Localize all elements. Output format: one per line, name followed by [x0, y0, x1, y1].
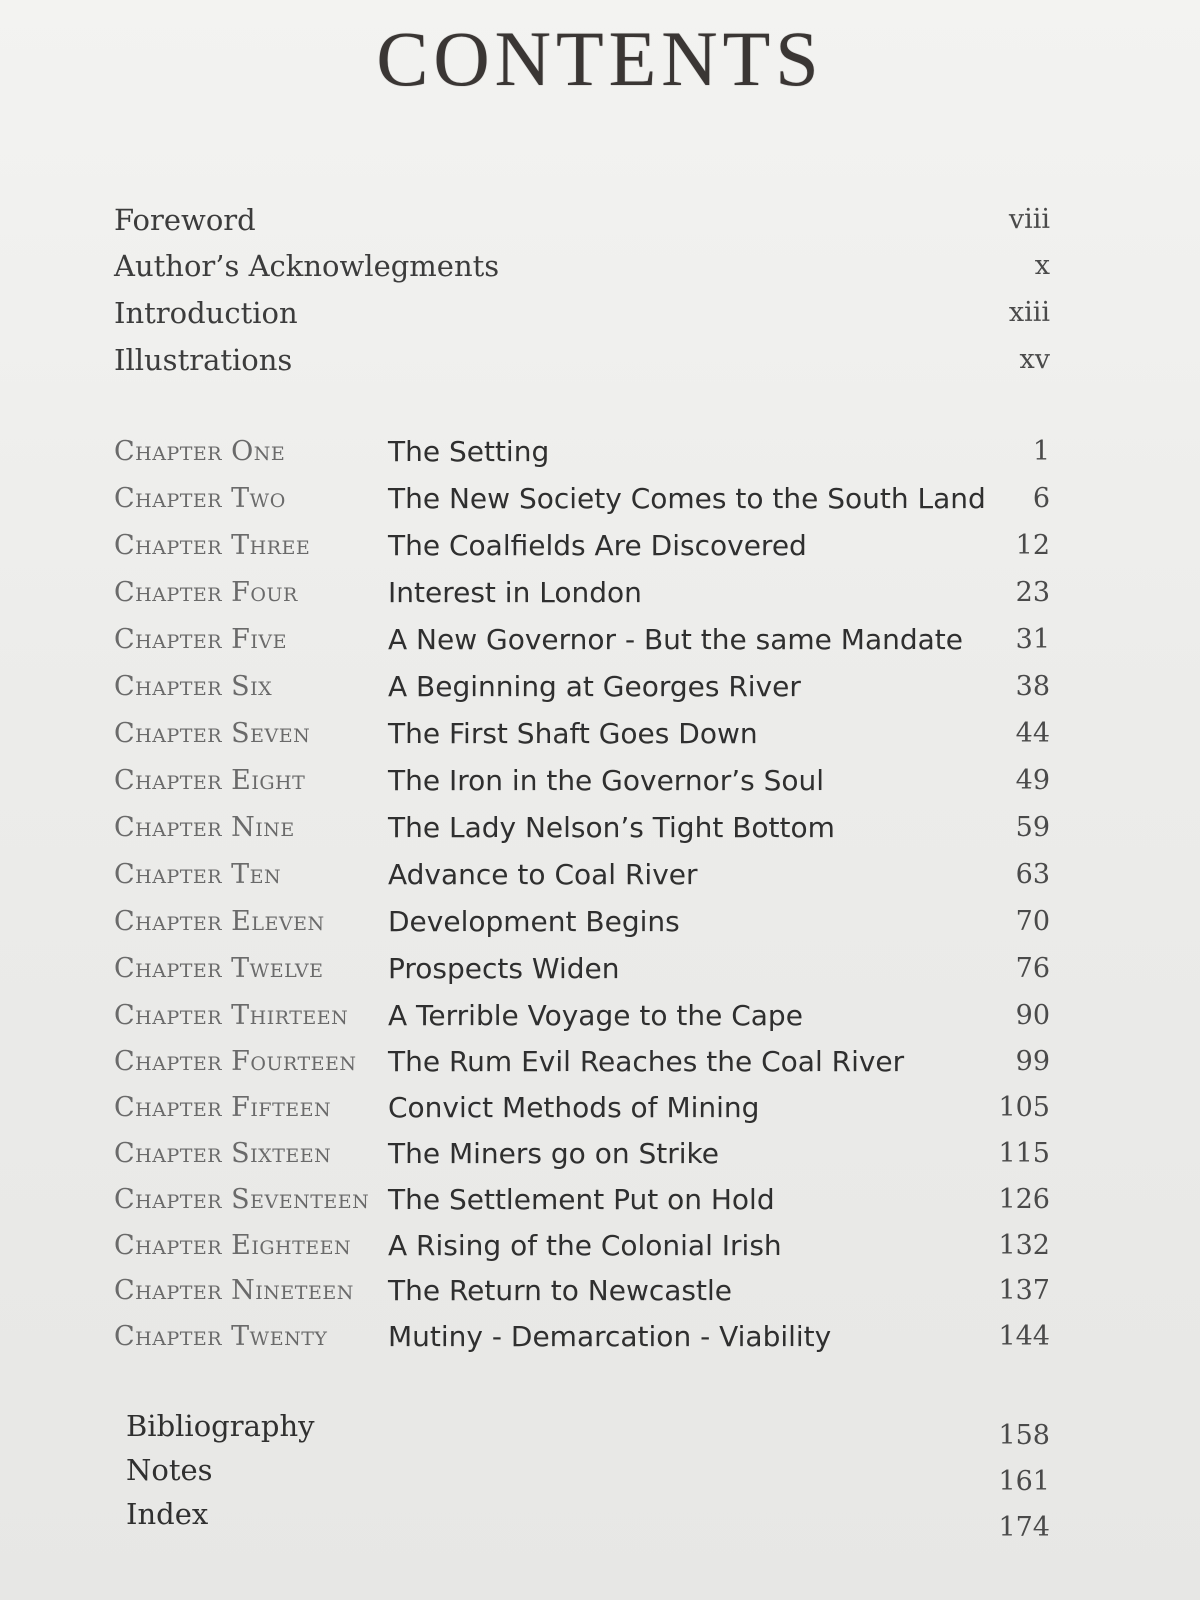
chapter-number: Chapter Seven [114, 718, 311, 749]
chapter-number: Chapter Twenty [114, 1321, 328, 1352]
chapter-page: 12 [1015, 530, 1050, 561]
toc-chapter-entry [0, 1317, 1200, 1357]
chapter-title: A Terrible Voyage to the Cape [388, 999, 803, 1032]
chapter-page: 70 [1015, 906, 1050, 937]
chapter-number: Chapter Thirteen [114, 1000, 349, 1031]
chapter-number: Chapter One [114, 436, 286, 467]
chapter-page: 31 [1015, 624, 1050, 655]
entry-label: Introduction [114, 296, 298, 330]
toc-chapter-entry [0, 1271, 1200, 1311]
chapter-title: Advance to Coal River [388, 858, 698, 891]
toc-chapter-entry [0, 573, 1200, 613]
chapter-page: 23 [1015, 577, 1050, 608]
chapter-number: Chapter Ten [114, 859, 282, 890]
chapter-title: Convict Methods of Mining [388, 1091, 760, 1124]
chapter-number: Chapter Eighteen [114, 1230, 352, 1261]
toc-chapter-entry [0, 1088, 1200, 1128]
toc-back-entry [0, 1450, 1200, 1497]
toc-chapter-entry [0, 1226, 1200, 1266]
chapter-title: The Lady Nelson’s Tight Bottom [388, 811, 835, 844]
toc-back-entry [0, 1494, 1200, 1543]
toc-chapter-entry [0, 714, 1200, 754]
toc-chapter-entry [0, 808, 1200, 848]
entry-page: x [1034, 250, 1050, 281]
chapter-number: Chapter Seventeen [114, 1184, 370, 1215]
entry-label: Notes [126, 1453, 213, 1487]
entry-page: 174 [998, 1512, 1050, 1543]
chapter-number: Chapter Five [114, 624, 287, 655]
toc-chapter-entry [0, 949, 1200, 989]
toc-front-entry [0, 246, 1200, 286]
chapter-page: 44 [1015, 718, 1050, 749]
toc-chapter-entry [0, 432, 1200, 472]
chapter-number: Chapter Three [114, 530, 311, 561]
chapter-page: 137 [998, 1275, 1050, 1306]
chapter-number: Chapter Two [114, 483, 286, 514]
chapter-title: The Return to Newcastle [388, 1274, 732, 1307]
chapter-title: A New Governor - But the same Mandate [388, 623, 963, 656]
chapter-title: Mutiny - Demarcation - Viability [388, 1320, 832, 1353]
chapter-page: 105 [998, 1092, 1050, 1123]
toc-chapter-entry [0, 996, 1200, 1036]
entry-page: 161 [998, 1466, 1050, 1497]
toc-chapter-entry [0, 667, 1200, 707]
chapter-title: A Rising of the Colonial Irish [388, 1229, 782, 1262]
page-title: CONTENTS [376, 15, 824, 102]
entry-label: Index [126, 1497, 209, 1531]
chapter-number: Chapter Nineteen [114, 1275, 354, 1306]
toc-back-entry [0, 1406, 1200, 1451]
chapter-page: 132 [998, 1230, 1050, 1261]
chapter-title: The Coalfields Are Discovered [388, 529, 807, 562]
toc-chapter-entry [0, 1134, 1200, 1174]
entry-page: xv [1019, 344, 1050, 375]
entry-label: Foreword [114, 203, 256, 237]
chapter-page: 90 [1015, 1000, 1050, 1031]
toc-chapter-entry [0, 620, 1200, 660]
chapter-page: 59 [1015, 812, 1050, 843]
chapter-page: 115 [998, 1138, 1050, 1169]
chapter-title: The Iron in the Governor’s Soul [388, 764, 825, 797]
chapter-page: 126 [998, 1184, 1050, 1215]
chapter-page: 99 [1015, 1046, 1050, 1077]
chapter-number: Chapter Twelve [114, 953, 324, 984]
chapter-title: Interest in London [388, 576, 642, 609]
chapter-page: 144 [998, 1321, 1050, 1352]
toc-chapter-entry [0, 479, 1200, 519]
toc-chapter-entry [0, 855, 1200, 895]
toc-front-entry [0, 200, 1200, 240]
chapter-title: The Rum Evil Reaches the Coal River [388, 1045, 905, 1078]
chapter-number: Chapter Eight [114, 765, 306, 796]
entry-label: Author’s Acknowlegments [114, 249, 500, 283]
entry-page: xiii [1008, 297, 1050, 328]
chapter-page: 63 [1015, 859, 1050, 890]
toc-front-entry [0, 293, 1200, 333]
chapter-title: The New Society Comes to the South Land [388, 482, 986, 515]
chapter-title: Development Begins [388, 905, 680, 938]
chapter-page: 6 [1032, 483, 1050, 514]
toc-chapter-entry [0, 1042, 1200, 1082]
toc-front-entry [0, 340, 1200, 380]
chapter-number: Chapter Sixteen [114, 1138, 332, 1169]
chapter-title: The First Shaft Goes Down [388, 717, 758, 750]
chapter-title: The Setting [388, 435, 550, 468]
chapter-number: Chapter Four [114, 577, 298, 608]
entry-page: 158 [998, 1420, 1050, 1451]
entry-label: Illustrations [114, 343, 293, 377]
chapter-page: 1 [1032, 436, 1050, 467]
chapter-number: Chapter Eleven [114, 906, 325, 937]
toc-chapter-entry [0, 526, 1200, 566]
chapter-page: 49 [1015, 765, 1050, 796]
toc-chapter-entry [0, 761, 1200, 801]
chapter-page: 76 [1015, 953, 1050, 984]
chapter-number: Chapter Fourteen [114, 1046, 357, 1077]
entry-page: viii [1008, 204, 1050, 235]
toc-chapter-entry [0, 902, 1200, 942]
chapter-title: A Beginning at Georges River [388, 670, 801, 703]
chapter-title: The Settlement Put on Hold [388, 1183, 775, 1216]
chapter-title: Prospects Widen [388, 952, 620, 985]
chapter-title: The Miners go on Strike [388, 1137, 719, 1170]
chapter-number: Chapter Nine [114, 812, 295, 843]
chapter-page: 38 [1015, 671, 1050, 702]
chapter-number: Chapter Six [114, 671, 273, 702]
entry-label: Bibliography [126, 1409, 315, 1443]
chapter-number: Chapter Fifteen [114, 1092, 332, 1123]
toc-chapter-entry [0, 1180, 1200, 1220]
